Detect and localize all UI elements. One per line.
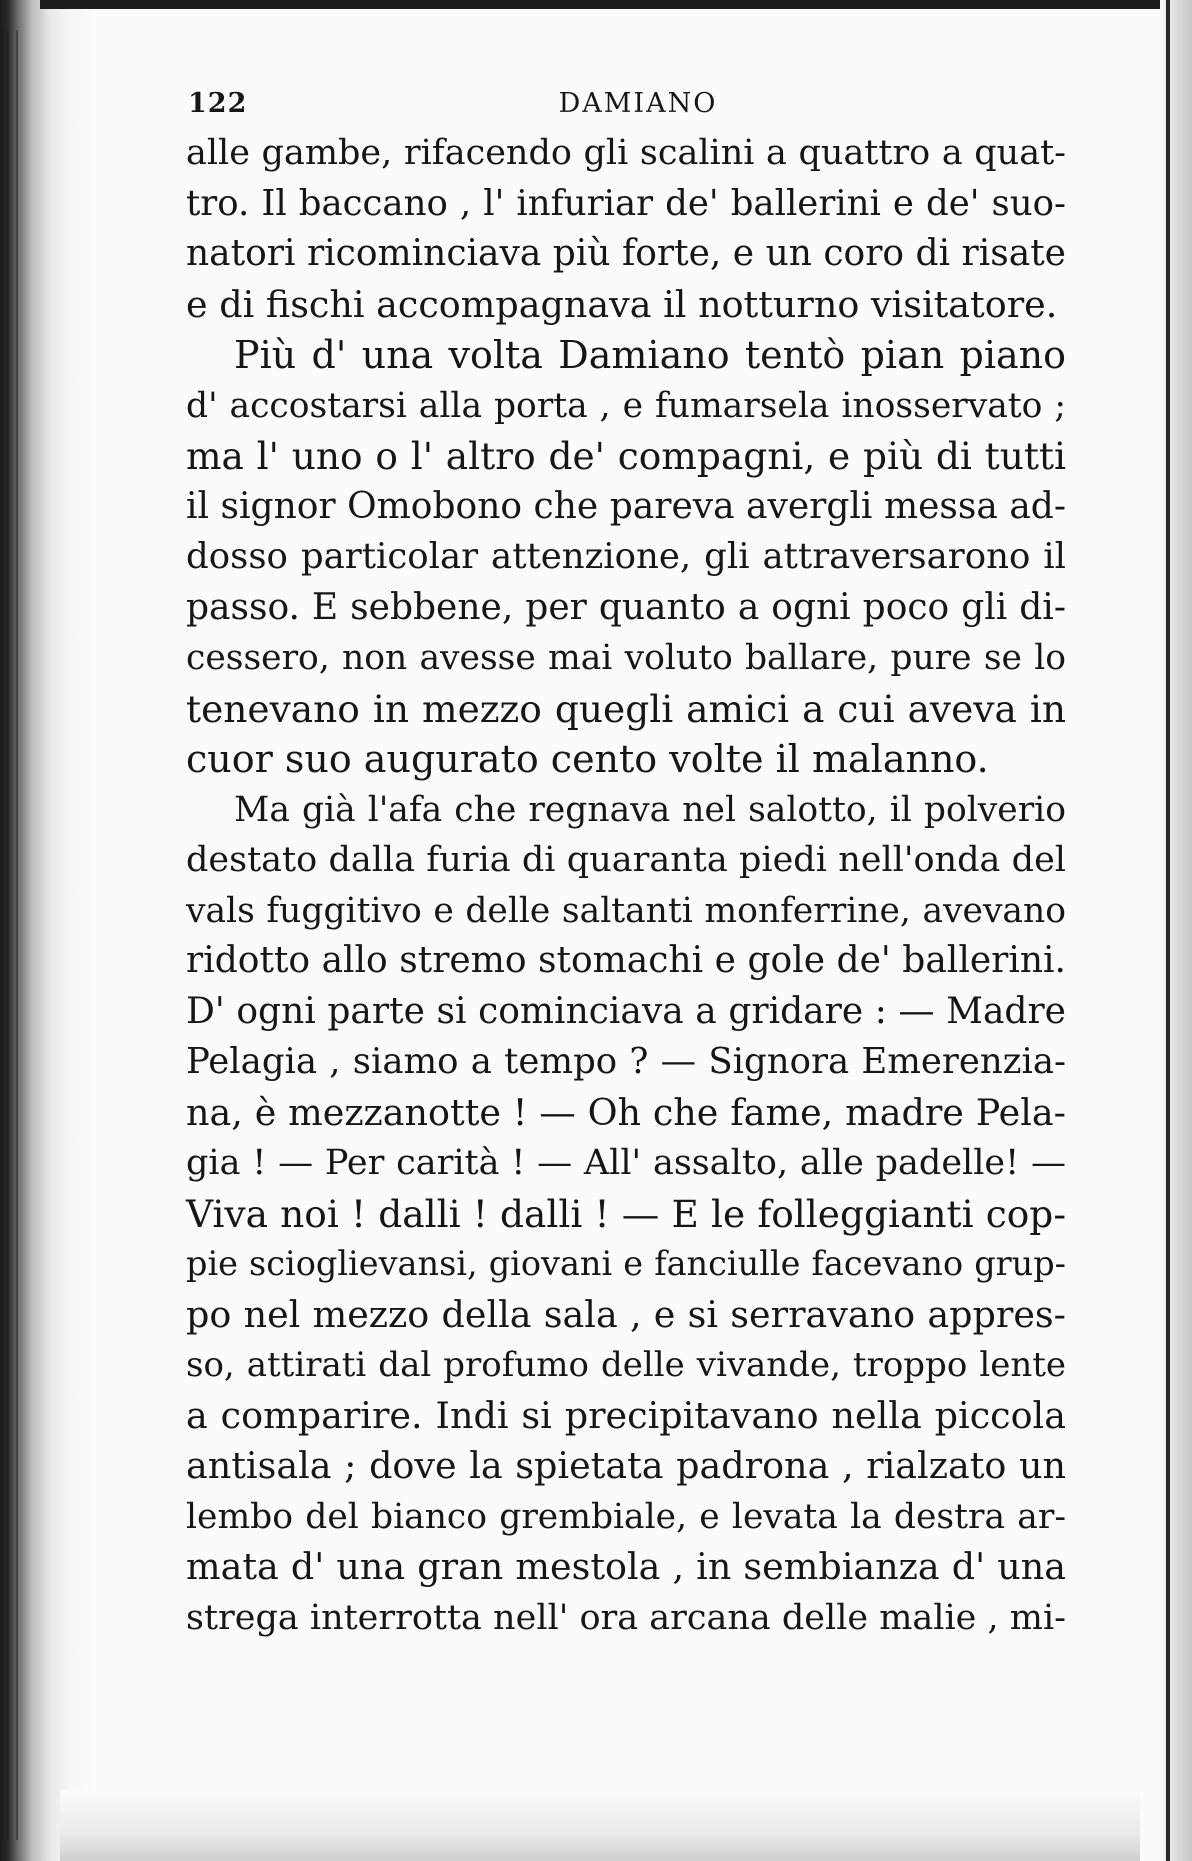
- text-line: po nel mezzo della sala , e si serravano appres-: [186, 1292, 1066, 1336]
- text-line: passo. E sebbene, per quanto a ogni poco gli di-: [186, 586, 1066, 628]
- text-line: lembo del bianco grembiale, e levata la destra ar-: [186, 1496, 1066, 1537]
- text-line: e di fischi accompagnava il notturno visitatore.: [186, 282, 1058, 326]
- binding-edge-line: [6, 30, 9, 1840]
- body-text: [186, 128, 1066, 1643]
- text-line: d' accostarsi alla porta , e fumarsela inosservato ;: [186, 385, 1066, 426]
- text-line: destato dalla furia di quaranta piedi nell'onda del: [186, 840, 1066, 880]
- text-line: Viva noi ! dalli ! dalli ! — E le folleggianti cop-: [186, 1191, 1066, 1236]
- page-number: 122: [188, 88, 248, 119]
- text-line: pie scioglievansi, giovani e fanciulle facevano grup-: [186, 1244, 1066, 1283]
- text-line: vals fuggitivo e delle saltanti monferrine, avevano: [186, 890, 1066, 931]
- text-line: a comparire. Indi si precipitavano nella piccola: [186, 1393, 1066, 1437]
- text-line: so, attirati dal profumo delle vivande, troppo lente: [186, 1345, 1066, 1385]
- text-line: Più d' una volta Damiano tentò pian piano: [234, 333, 1066, 377]
- right-edge-line: [1166, 0, 1170, 1861]
- text-line: cuor suo augurato cento volte il malanno.: [186, 737, 989, 781]
- binding-shadow: [0, 0, 95, 1861]
- text-line: gia ! — Per carità ! — All' assalto, alle padelle! —: [186, 1143, 1066, 1183]
- text-line: ma l' uno o l' altro de' compagni, e più di tutti: [186, 434, 1066, 478]
- text-line: Ma già l'afa che regnava nel salotto, il polverio: [234, 789, 1066, 830]
- text-line: ridotto allo stremo stomachi e gole de' ballerini.: [186, 940, 1066, 981]
- text-line: tro. Il baccano , l' infuriar de' ballerini e de' suo-: [186, 182, 1066, 224]
- text-line: dosso particolar attenzione, gli attraversarono il: [186, 536, 1066, 577]
- binding-edge-line: [16, 30, 18, 1840]
- text-line: antisala ; dove la spietata padrona , rialzato un: [186, 1444, 1066, 1487]
- text-line: D' ogni parte si cominciava a gridare : — Madre: [186, 990, 1066, 1032]
- text-line: Pelagia , siamo a tempo ? — Signora Emerenzia-: [186, 1041, 1066, 1082]
- running-title: DAMIANO: [558, 88, 718, 119]
- text-line: na, è mezzanotte ! — Oh che fame, madre Pela-: [186, 1090, 1066, 1134]
- text-line: natori ricominciava più forte, e un coro di risate: [186, 233, 1066, 274]
- text-line: cessero, non avesse mai voluto ballare, pure se lo: [186, 638, 1066, 678]
- text-line: tenevano in mezzo quegli amici a cui aveva in: [186, 686, 1066, 731]
- running-header: [188, 88, 1068, 128]
- text-line: il signor Omobono che pareva avergli messa ad-: [186, 485, 1066, 527]
- text-line: alle gambe, rifacendo gli scalini a quattro a quat-: [186, 133, 1066, 173]
- text-line: mata d' una gran mestola , in sembianza d' una: [186, 1545, 1066, 1588]
- top-page-edge: [40, 0, 1160, 9]
- text-line: strega interrotta nell' ora arcana delle malie , mi-: [186, 1597, 1066, 1638]
- right-page-edge: [1160, 0, 1192, 1861]
- bottom-scan-noise: [60, 1790, 1140, 1861]
